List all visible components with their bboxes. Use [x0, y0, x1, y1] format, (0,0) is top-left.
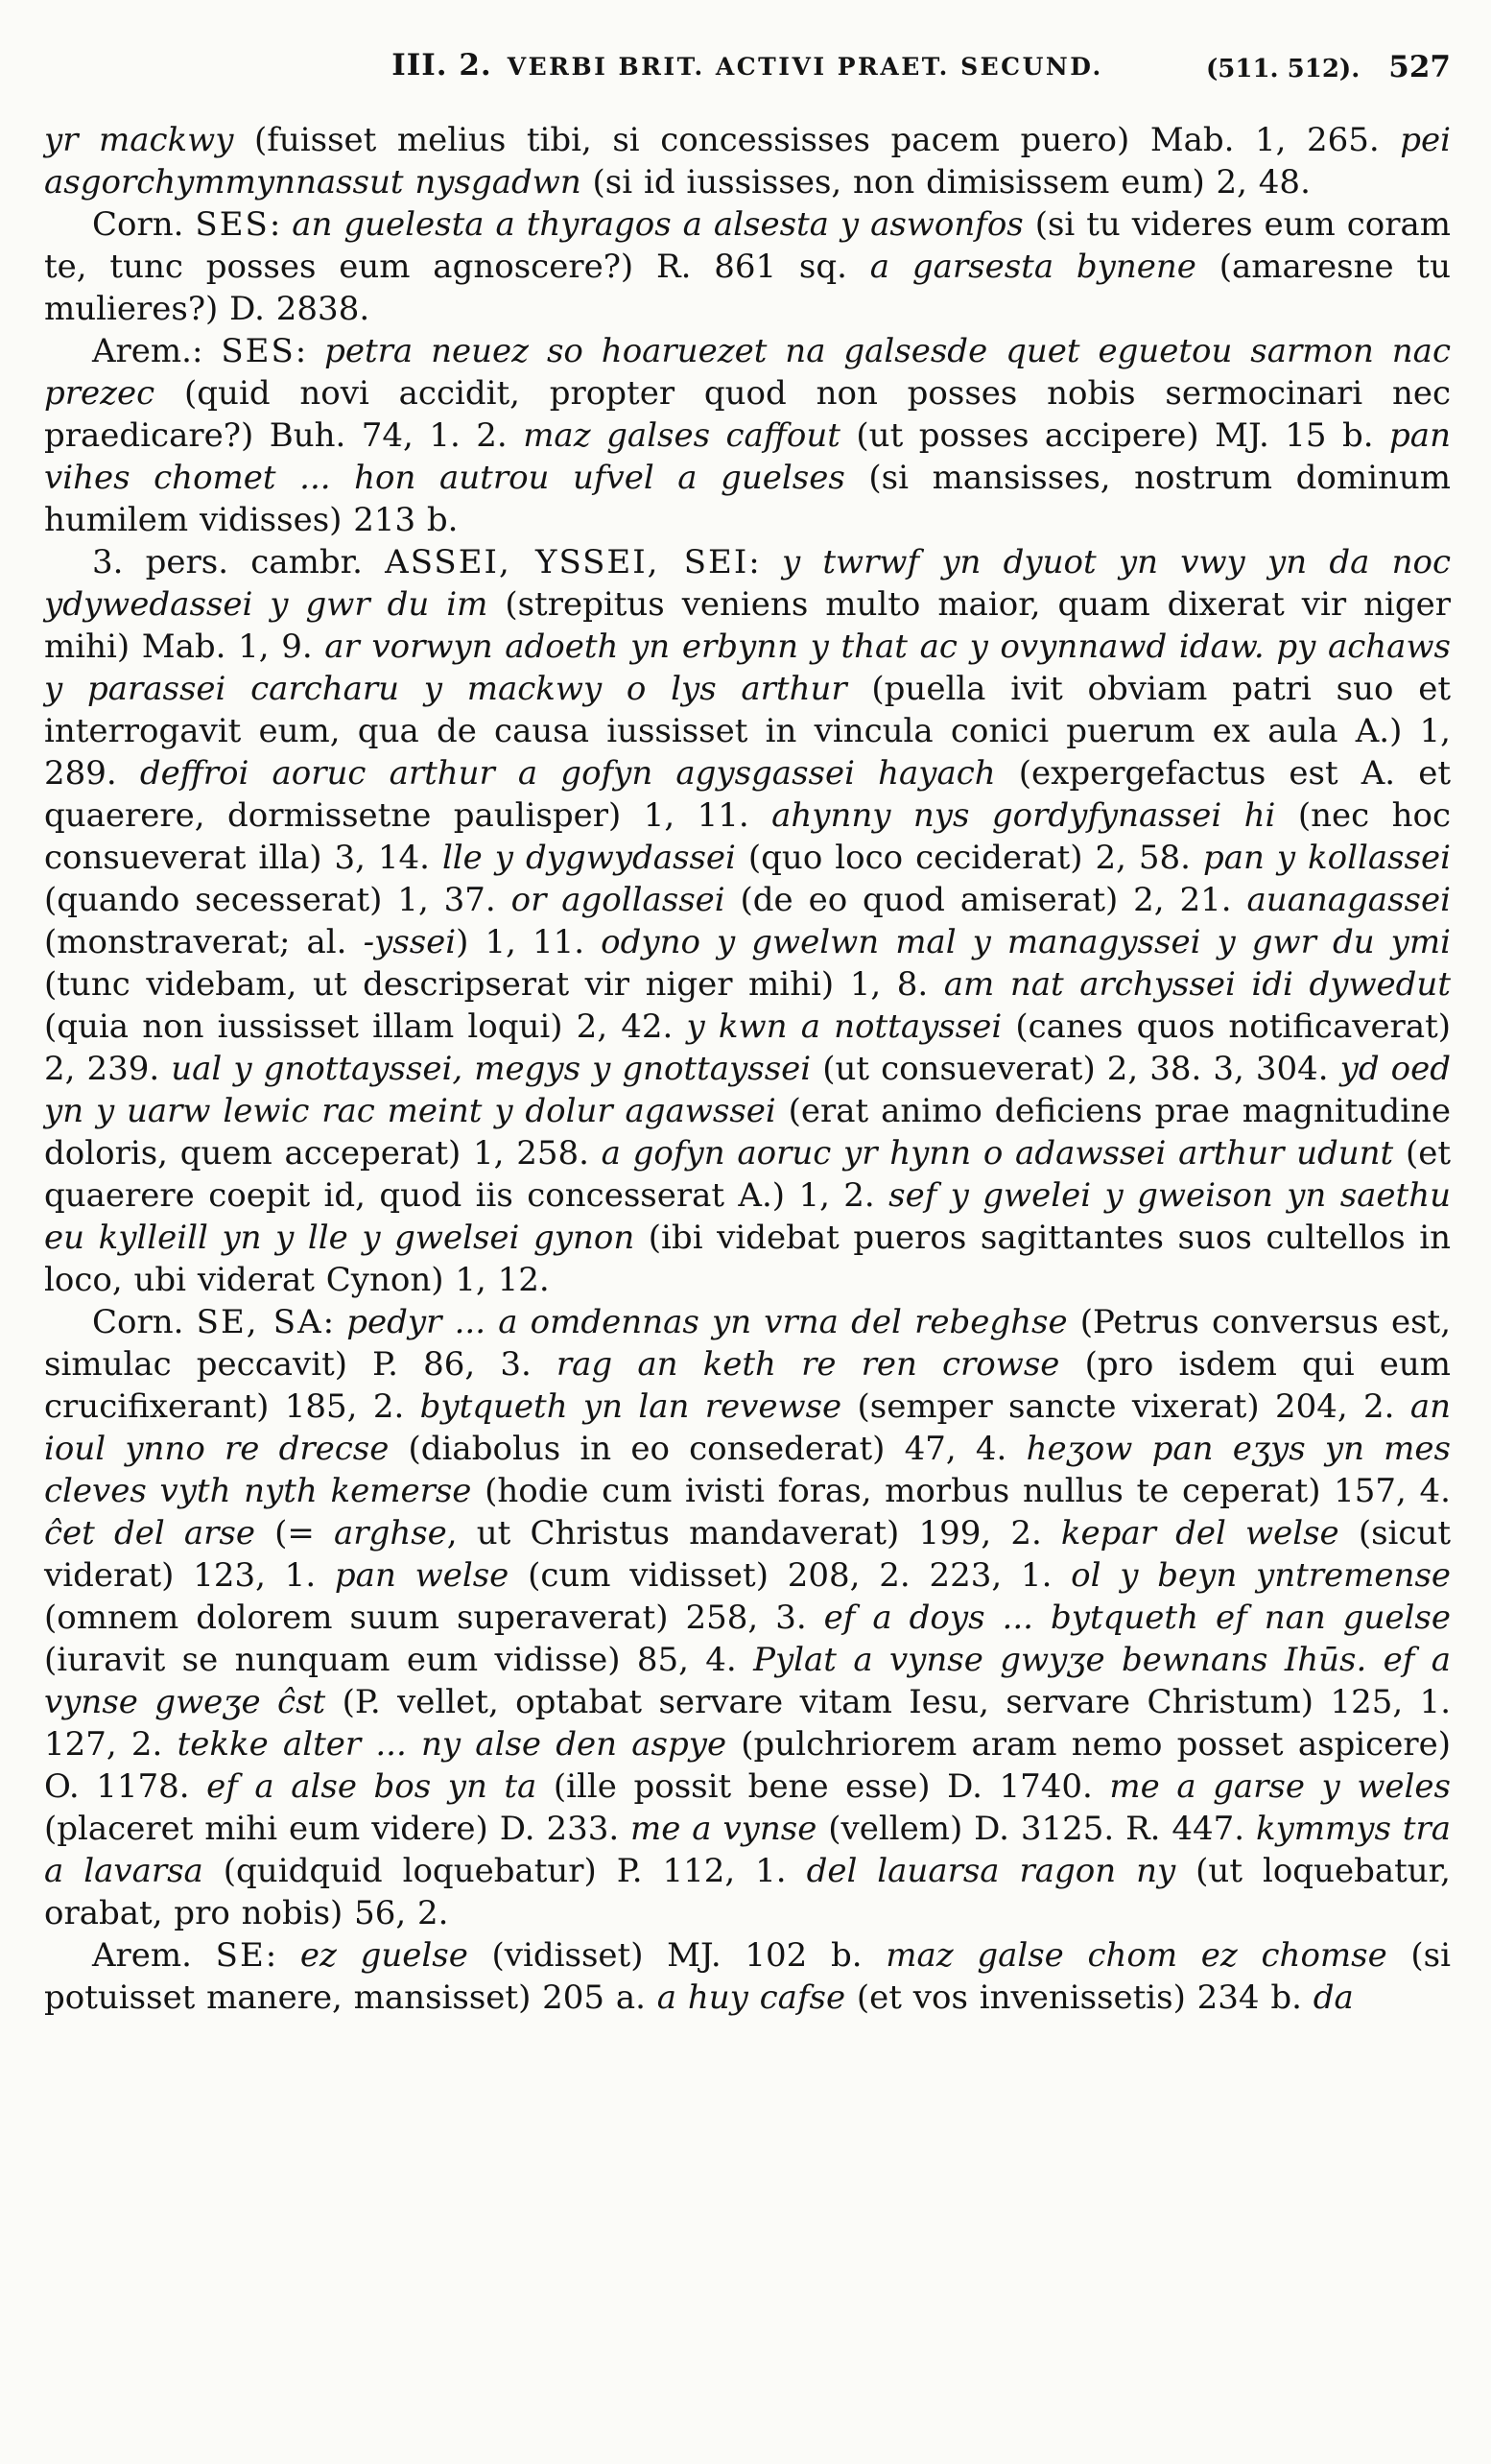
form-label: ASSEI, YSSEI, SEI — [385, 543, 749, 581]
paragraph — [44, 1934, 1451, 2019]
gloss-text: : — [295, 332, 325, 370]
gloss-text: (iuravit se nunquam eum vidisse) 85, 4. — [44, 1641, 754, 1679]
form-label: SE — [215, 1936, 266, 1975]
celtic-phrase: tekke alter ... ny alse den aspye — [177, 1725, 742, 1764]
celtic-phrase: ol y beyn yntremense — [1071, 1556, 1452, 1595]
gloss-text: (pro isdem qui eum crucifixerant) 185, 2. — [44, 1345, 1451, 1426]
gloss-text: (si tu videres eum coram te, tunc posses eum agnoscere?) R. 861 sq. — [44, 205, 1452, 286]
gloss-text: (sicut viderat) 123, 1. — [44, 1514, 1452, 1595]
text-block — [44, 119, 1451, 2019]
gloss-text: (ille possit bene esse) D. 1740. — [553, 1767, 1110, 1806]
gloss-text: (puella ivit obviam patri suo et interrogavit eum, qua de causa iussisset in vincula conici puerum ex aula A.) 1, 289. — [44, 670, 1452, 793]
celtic-phrase: petra neuez so hoaruezet na galsesde quet eguetou sarmon nac prezec — [44, 332, 1451, 413]
chapter-title: VERBI BRIT. ACTIVI PRAET. SECUND. — [507, 53, 1103, 81]
gloss-text: (Petrus conversus est, simulac peccavit) P. 86, 3. — [44, 1303, 1452, 1384]
celtic-phrase: an guelesta a thyragos a alsesta y aswonfos — [292, 205, 1035, 244]
gloss-text: (monstraverat; al. — [44, 923, 364, 961]
gloss-text: (P. vellet, optabat servare vitam Iesu, servare Christum) 125, 1. 127, 2. — [44, 1683, 1451, 1764]
gloss-text: (tunc videbam, ut descripserat vir niger mihi) 1, 8. — [44, 965, 944, 1004]
celtic-phrase: pan y kollassei — [1202, 839, 1451, 877]
celtic-phrase: me a vynse — [630, 1810, 829, 1848]
celtic-phrase: sef y gwelei y gweison yn saethu eu kylleill yn y lle y gwelsei gynon — [44, 1176, 1452, 1257]
celtic-phrase: da — [1313, 1978, 1354, 2017]
gloss-text: Corn. — [92, 205, 196, 244]
celtic-phrase: Pylat a vynse gwyʒe bewnans Ihūs. ef a vynse gweʒe ĉst — [44, 1641, 1451, 1721]
gloss-text: (fuisset melius tibi, si concessisses pacem puero) Mab. 1, 265. — [254, 121, 1401, 159]
gloss-text: : — [265, 1936, 300, 1975]
gloss-text: (quando secesserat) 1, 37. — [44, 881, 511, 919]
paragraph — [44, 203, 1451, 330]
form-label: SES — [195, 205, 270, 244]
gloss-text: (et vos invenissetis) 234 b. — [856, 1978, 1314, 2017]
running-header — [44, 48, 1451, 92]
celtic-phrase: del lauarsa ragon ny — [806, 1852, 1196, 1890]
gloss-text: (= — [274, 1514, 335, 1552]
celtic-phrase: or agollassei — [510, 881, 741, 919]
gloss-text: Arem. — [92, 1936, 216, 1975]
header-title-group — [391, 48, 1102, 83]
gloss-text: , ut Christus mandaverat) 199, 2. — [446, 1514, 1061, 1552]
celtic-phrase: ar vorwyn adoeth yn erbynn y that ac y ovynnawd idaw. py achaws y parassei carcharu y mackwy o lys arthur — [44, 628, 1451, 708]
celtic-phrase: pei asgorchymmynnassut nysgadwn — [44, 121, 1451, 201]
gloss-text: (semper sancte vixerat) 204, 2. — [857, 1387, 1410, 1426]
celtic-phrase: y kwn a nottayssei — [686, 1007, 1016, 1046]
celtic-phrase: odyno y gwelwn mal y managyssei y gwr du ymi — [601, 923, 1452, 961]
gloss-text: (cum vidisset) 208, 2. 223, 1. — [528, 1556, 1072, 1595]
gloss-text: (quid novi accidit, propter quod non posses nobis sermocinari nec praedicare?) Buh. 74, 1. 2. — [44, 374, 1452, 455]
gloss-text: Corn. — [92, 1303, 197, 1341]
gloss-text: (si id iussisses, non dimisissem eum) 2, 48. — [592, 163, 1311, 201]
gloss-text: (omnem dolorem suum superaverat) 258, 3. — [44, 1599, 824, 1637]
gloss-text: (pulchriorem aram nemo posset aspicere) O. 1178. — [44, 1725, 1451, 1806]
celtic-phrase: ez guelse — [299, 1936, 492, 1975]
gloss-text: (canes quos notificaverat) 2, 239. — [44, 1007, 1452, 1088]
form-label: SE, SA — [196, 1303, 323, 1341]
celtic-phrase: ĉet del arse — [44, 1514, 275, 1552]
celtic-phrase: lle y dygwydassei — [441, 839, 748, 877]
gloss-text: (diabolus in eo consederat) 47, 4. — [408, 1430, 1027, 1468]
header-right-group — [1206, 50, 1451, 84]
celtic-phrase: -yssei — [363, 923, 457, 961]
celtic-phrase: ual y gnottayssei, megys y gnottayssei — [171, 1050, 823, 1088]
celtic-phrase: pan vihes chomet ... hon autrou ufvel a guelses — [44, 416, 1451, 497]
gloss-text: (strepitus veniens multo maior, quam dixerat vir niger mihi) Mab. 1, 9. — [44, 585, 1451, 666]
celtic-phrase: a huy cafse — [656, 1978, 857, 2017]
celtic-phrase: arghse — [334, 1514, 447, 1552]
celtic-phrase: yr mackwy — [44, 121, 254, 159]
column-reference: (511. 512). — [1205, 55, 1361, 83]
paragraph — [44, 541, 1451, 1301]
celtic-phrase: pan welse — [334, 1556, 529, 1595]
page-number: 527 — [1388, 50, 1451, 84]
gloss-text: (et quaerere coepit id, quod iis concesserat A.) 1, 2. — [44, 1134, 1451, 1215]
celtic-phrase: maz galse chom ez chomse — [886, 1936, 1411, 1975]
gloss-text: Arem.: — [92, 332, 222, 370]
gloss-text: (si mansisses, nostrum dominum humilem vidisses) 213 b. — [44, 459, 1451, 539]
gloss-text: (amaresne tu mulieres?) D. 2838. — [44, 248, 1451, 328]
gloss-text: ) 1, 11. — [456, 923, 602, 961]
gloss-text: (vidisset) MJ. 102 b. — [491, 1936, 887, 1975]
gloss-text: (quidquid loquebatur) P. 112, 1. — [223, 1852, 807, 1890]
form-label: SES — [221, 332, 296, 370]
celtic-phrase: yd oed yn y uarw lewic rac meint y dolur agawssei — [44, 1050, 1451, 1130]
celtic-phrase: auanagassei — [1246, 881, 1451, 919]
celtic-phrase: deffroi aoruc arthur a gofyn agysgassei hayach — [139, 754, 1019, 793]
celtic-phrase: kymmys tra a lavarsa — [44, 1810, 1452, 1890]
celtic-phrase: an ioul ynno re drecse — [44, 1387, 1451, 1468]
gloss-text: (hodie cum ivisti foras, morbus nullus te ceperat) 157, 4. — [485, 1472, 1451, 1510]
gloss-text: (ut loquebatur, orabat, pro nobis) 56, 2. — [44, 1852, 1451, 1932]
celtic-phrase: ef a doys ... bytqueth ef nan guelse — [823, 1599, 1451, 1637]
celtic-phrase: rag an keth re ren crowse — [556, 1345, 1085, 1384]
celtic-phrase: bytqueth yn lan revewse — [419, 1387, 858, 1426]
gloss-text: (quia non iussisset illam loqui) 2, 42. — [44, 1007, 687, 1046]
gloss-text: (erat animo deficiens prae magnitudine doloris, quem acceperat) 1, 258. — [44, 1092, 1451, 1173]
celtic-phrase: y twrwf yn dyuot yn vwy yn da noc ydywedassei y gwr du im — [44, 543, 1451, 624]
section-number: III. 2. — [391, 48, 492, 83]
paragraph — [44, 330, 1451, 541]
celtic-phrase: pedyr ... a omdennas yn vrna del rebeghse — [346, 1303, 1080, 1341]
gloss-text: (ibi videbat pueros sagittantes suos cultellos in loco, ubi viderat Cynon) 1, 12. — [44, 1219, 1451, 1299]
celtic-phrase: a gofyn aoruc yr hynn o adawssei arthur udunt — [601, 1134, 1406, 1173]
celtic-phrase: me a garse y weles — [1109, 1767, 1451, 1806]
celtic-phrase: kepar del welse — [1060, 1514, 1359, 1552]
gloss-text: : — [269, 205, 293, 244]
gloss-text: (placeret mihi eum videre) D. 233. — [44, 1810, 631, 1848]
gloss-text: (ut consueverat) 2, 38. 3, 304. — [822, 1050, 1340, 1088]
celtic-phrase: maz galses caffout — [523, 416, 857, 455]
celtic-phrase: a garsesta bynene — [869, 248, 1219, 286]
gloss-text: (si potuisset manere, mansisset) 205 a. — [44, 1936, 1451, 2017]
celtic-phrase: ahynny nys gordyfynassei hi — [771, 796, 1298, 835]
gloss-text: : — [322, 1303, 347, 1341]
paragraph — [44, 1301, 1451, 1934]
gloss-text: (quo loco ceciderat) 2, 58. — [747, 839, 1203, 877]
gloss-text: (expergefactus est A. et quaerere, dormissetne paulisper) 1, 11. — [44, 754, 1451, 835]
celtic-phrase: am nat archyssei idi dywedut — [943, 965, 1451, 1004]
gloss-text: : — [748, 543, 782, 581]
celtic-phrase: heʒow pan eʒys yn mes cleves vyth nyth kemerse — [44, 1430, 1451, 1510]
gloss-text: 3. pers. cambr. — [92, 543, 386, 581]
gloss-text: (de eo quod amiserat) 2, 21. — [740, 881, 1247, 919]
gloss-text: (nec hoc consueverat illa) 3, 14. — [44, 796, 1451, 877]
gloss-text: (vellem) D. 3125. R. 447. — [828, 1810, 1256, 1848]
paragraph — [44, 119, 1451, 203]
celtic-phrase: ef a alse bos yn ta — [206, 1767, 554, 1806]
gloss-text: (ut posses accipere) MJ. 15 b. — [856, 416, 1390, 455]
